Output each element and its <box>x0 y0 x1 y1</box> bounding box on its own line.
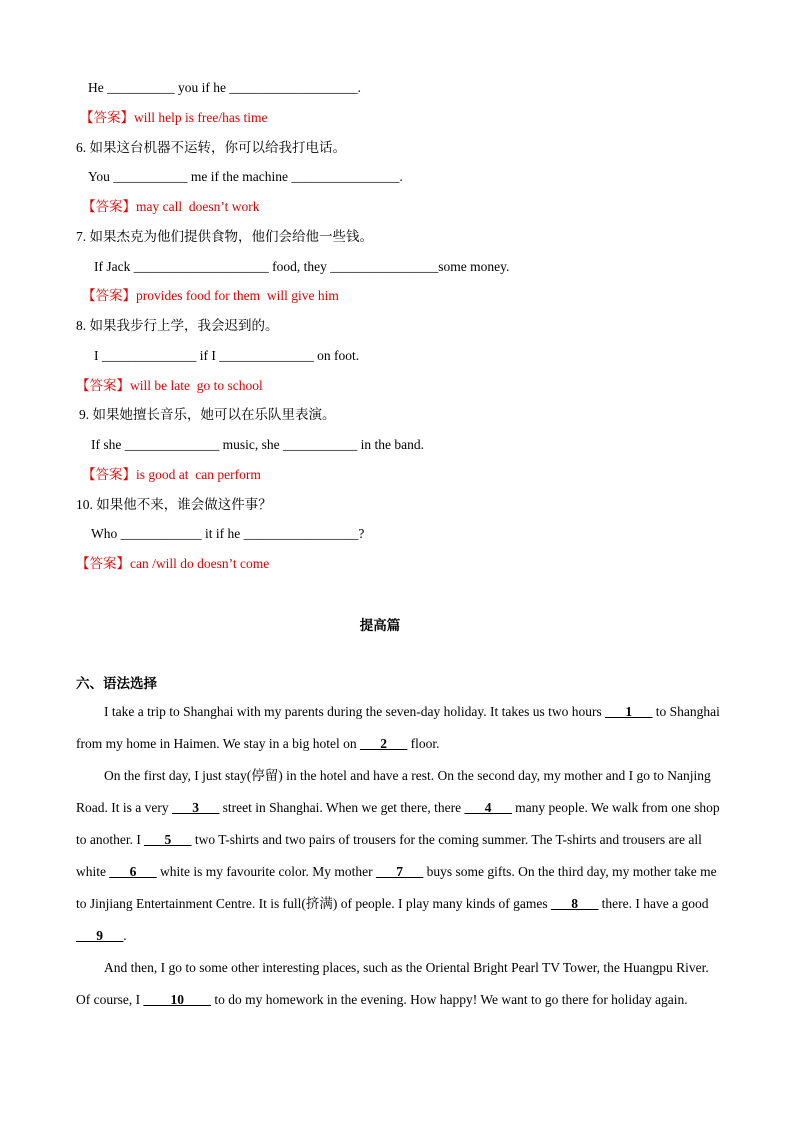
exercise-9-answer: 【答案】is good at can perform <box>82 467 261 482</box>
exercise-7-sentence: If Jack ____________________ food, they ________________some money. <box>94 259 510 274</box>
blank-9: ___9___ <box>76 928 124 943</box>
exercise-8-prompt: 8. 如果我步行上学，我会迟到的。 <box>76 318 279 333</box>
blank-8: ___8___ <box>551 896 599 911</box>
blank-1: ___1___ <box>605 704 653 719</box>
exercise-9-prompt: 9. 如果她擅长音乐，她可以在乐队里表演。 <box>79 407 336 422</box>
blank-3: ___3___ <box>171 800 220 815</box>
blank-2: ___2___ <box>360 736 408 751</box>
exercise-6-answer: 【答案】may call doesn’t work <box>82 199 260 214</box>
passage-paragraph-1: I take a trip to Shanghai with my parents during the seven-day holiday. It takes us two hours ___1___ to Shanghai from my home in Haimen. We stay in a big hotel on ___2___ floor. <box>76 704 720 751</box>
exercise-8-answer: 【答案】will be late go to school <box>76 378 263 393</box>
part-heading: 六、语法选择 <box>76 676 157 692</box>
exercise-10-sentence: Who ____________ it if he _________________? <box>91 526 365 541</box>
passage-paragraph-3: And then, I go to some other interesting places, such as the Oriental Bright Pearl TV Tower, the Huangpu River. Of course, I ____10____ to do my homework in the evening. How happy! We want to go there for holiday again. <box>76 960 709 1007</box>
exercise-5-answer: 【答案】will help is free/has time <box>80 110 268 125</box>
exercise-9-sentence: If she ______________ music, she ___________ in the band. <box>91 437 424 452</box>
blank-7: ___7___ <box>375 864 424 879</box>
exercise-5-sentence: He __________ you if he ___________________. <box>88 80 361 95</box>
exercise-7-answer: 【答案】provides food for them will give him <box>82 288 339 303</box>
section-title: 提高篇 <box>359 618 401 634</box>
exercise-10-prompt: 10. 如果他不来，谁会做这件事？ <box>76 497 272 512</box>
blank-4: ___4___ <box>464 800 512 815</box>
exercise-6-prompt: 6. 如果这台机器不运转，你可以给我打电话。 <box>76 140 346 155</box>
exercise-10-answer: 【答案】can /will do doesn’t come <box>76 556 270 571</box>
blank-5: ___5___ <box>144 832 192 847</box>
blank-6: ___6___ <box>109 864 157 879</box>
exercise-6-sentence: You ___________ me if the machine ________________. <box>88 169 403 184</box>
exercise-7-prompt: 7. 如果杰克为他们提供食物，他们会给他一些钱。 <box>76 229 373 244</box>
passage <box>76 696 726 1016</box>
blank-10: ____10____ <box>143 992 211 1007</box>
exercise-8-sentence: I ______________ if I ______________ on foot. <box>94 348 360 363</box>
passage-paragraph-2: On the first day, I just stay(停留) in the hotel and have a rest. On the second day, my mother and I go to Nanjing Road. It is a very ___3___ street in Shanghai. When we get there, there ___4___ many people. We walk from one shop to another. I ___5___ two T-shirts and two pairs of trousers for the coming summer. The T-shirts and trousers are all white ___6___ white is my favourite color. My mother ___7___ buys some gifts. On the third day, my mother take me to Jinjiang Entertainment Centre. It is full(挤满) of people. I play many kinds of games ___8___ there. I have a good ___9___. <box>76 768 720 943</box>
